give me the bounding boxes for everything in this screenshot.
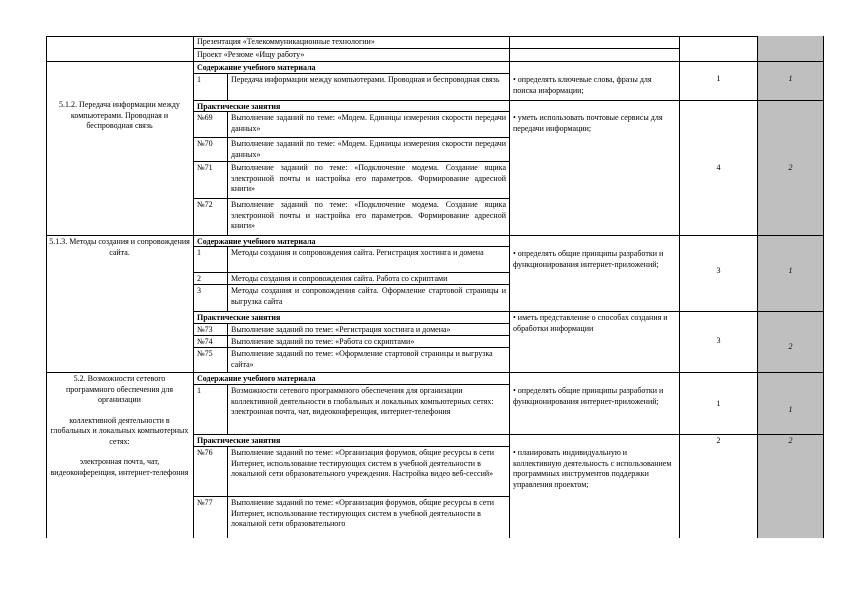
level-cell: 2 bbox=[758, 312, 824, 373]
presentation-cell: Презентация «Телекоммуникационные технологии» bbox=[194, 36, 510, 49]
level-cell: 1 bbox=[758, 373, 824, 435]
practical-text: Выполнение заданий по теме: «Организация форумов, общие ресурсы в сети Интернет, использование тестирующих систем в учебной деятельности в локальной сети образовательного bbox=[228, 497, 510, 538]
practical-header: Практические занятия bbox=[194, 435, 510, 447]
content-header: Содержание учебного материала bbox=[194, 62, 510, 74]
practical-text: Выполнение заданий по теме: «Модем. Единицы измерения скорости передачи данных» bbox=[228, 138, 510, 162]
hours-cell: 3 bbox=[680, 236, 758, 312]
skill-cell: • определять общие принципы разработки и функционирования интернет-приложений; bbox=[510, 373, 680, 435]
practical-text: Выполнение заданий по теме: «Модем. Единицы измерения скорости передачи данных» bbox=[228, 112, 510, 138]
skill-cell: • определять общие принципы разработки и функционирования интернет-приложений; bbox=[510, 236, 680, 312]
hours-cell: 1 bbox=[680, 373, 758, 435]
item-number: 1 bbox=[194, 74, 228, 101]
practical-text: Выполнение заданий по теме: «Организация форумов, общие ресурсы в сети Интернет, использование тестирующих систем в учебной деятельности в локальной сети образовательного учреждения. Настройка видео веб-сессий» bbox=[228, 447, 510, 497]
topic-cell: 5.1.2. Передача информации между компьютерами. Проводная и беспроводная связь bbox=[46, 62, 194, 236]
content-header: Содержание учебного материала bbox=[194, 373, 510, 385]
skill-cell: • уметь использовать почтовые сервисы для передачи информации; bbox=[510, 101, 680, 236]
item-text: Методы создания и сопровождения сайта. Оформление стартовой страницы и выгрузка сайта bbox=[228, 285, 510, 312]
practical-number: №74 bbox=[194, 336, 228, 348]
project-cell: Проект «Резюме «Ищу работу» bbox=[194, 49, 510, 62]
item-text: Методы создания и сопровождения сайта. Работа со скриптами bbox=[228, 273, 510, 285]
practical-text: Выполнение заданий по теме: «Оформление стартовой страницы и выгрузка сайта» bbox=[228, 348, 510, 373]
topic-cell: 5.1.3. Методы создания и сопровождения сайта. bbox=[46, 236, 194, 373]
topic-line: электронная почта, чат, видеоконференция, интернет-телефония bbox=[50, 457, 189, 477]
practical-header: Практические занятия bbox=[194, 312, 510, 324]
item-number: 2 bbox=[194, 273, 228, 285]
practical-number: №75 bbox=[194, 348, 228, 373]
practical-number: №69 bbox=[194, 112, 228, 138]
practical-text: Выполнение заданий по теме: «Подключение модема. Создание ящика электронной почты и настройка его параметров. Формирование адресной книги» bbox=[228, 162, 510, 199]
skills-empty-cell bbox=[510, 49, 680, 62]
item-text: Возможности сетевого программного обеспечения для организации коллективной деятельности в глобальных и локальных компьютерных сетях: электронная почта, чат, видеоконференция, интернет-телефония bbox=[228, 385, 510, 435]
practical-number: №77 bbox=[194, 497, 228, 538]
curriculum-table bbox=[46, 36, 824, 538]
level-cell: 1 bbox=[758, 62, 824, 101]
hours-cell: 4 bbox=[680, 101, 758, 236]
practical-text: Выполнение заданий по теме: «Работа со скриптами» bbox=[228, 336, 510, 348]
level-cell: 2 bbox=[758, 435, 824, 538]
topic-line: коллективной деятельности в глобальных и локальных компьютерных сетях: bbox=[50, 415, 189, 446]
topic-cell bbox=[46, 373, 194, 538]
topic-empty-cell bbox=[46, 36, 194, 62]
practical-text: Выполнение заданий по теме: «Регистрация хостинга и домена» bbox=[228, 324, 510, 336]
practical-number: №70 bbox=[194, 138, 228, 162]
practical-number: №73 bbox=[194, 324, 228, 336]
hours-cell: 3 bbox=[680, 312, 758, 373]
item-text: Передача информации между компьютерами. Проводная и беспроводная связь bbox=[228, 74, 510, 101]
hours-empty-cell bbox=[680, 36, 758, 62]
practical-number: №72 bbox=[194, 199, 228, 236]
skills-empty-cell bbox=[510, 36, 680, 49]
item-text: Методы создания и сопровождения сайта. Регистрация хостинга и домена bbox=[228, 247, 510, 273]
item-number: 3 bbox=[194, 285, 228, 312]
practical-number: №71 bbox=[194, 162, 228, 199]
practical-header: Практические занятия bbox=[194, 101, 510, 112]
skill-cell: • определять ключевые слова, фразы для поиска информации; bbox=[510, 62, 680, 101]
hours-cell: 1 bbox=[680, 62, 758, 101]
level-cell: 2 bbox=[758, 101, 824, 236]
item-number: 1 bbox=[194, 247, 228, 273]
skill-cell: • планировать индивидуальную и коллективную деятельность с использованием программных инструментов поддержки управления проектом; bbox=[510, 435, 680, 538]
practical-text: Выполнение заданий по теме: «Подключение модема. Создание ящика электронной почты и настройка его параметров. Формирование адресной книги» bbox=[228, 199, 510, 236]
content-header: Содержание учебного материала bbox=[194, 236, 510, 247]
practical-number: №76 bbox=[194, 447, 228, 497]
skill-cell: • иметь представление о способах создания и обработки информации bbox=[510, 312, 680, 373]
level-cell: 1 bbox=[758, 236, 824, 312]
hours-cell: 2 bbox=[680, 435, 758, 538]
level-empty-cell bbox=[758, 36, 824, 62]
item-number: 1 bbox=[194, 385, 228, 435]
topic-line: 5.2. Возможности сетевого программного обеспечения для организации bbox=[65, 374, 174, 404]
